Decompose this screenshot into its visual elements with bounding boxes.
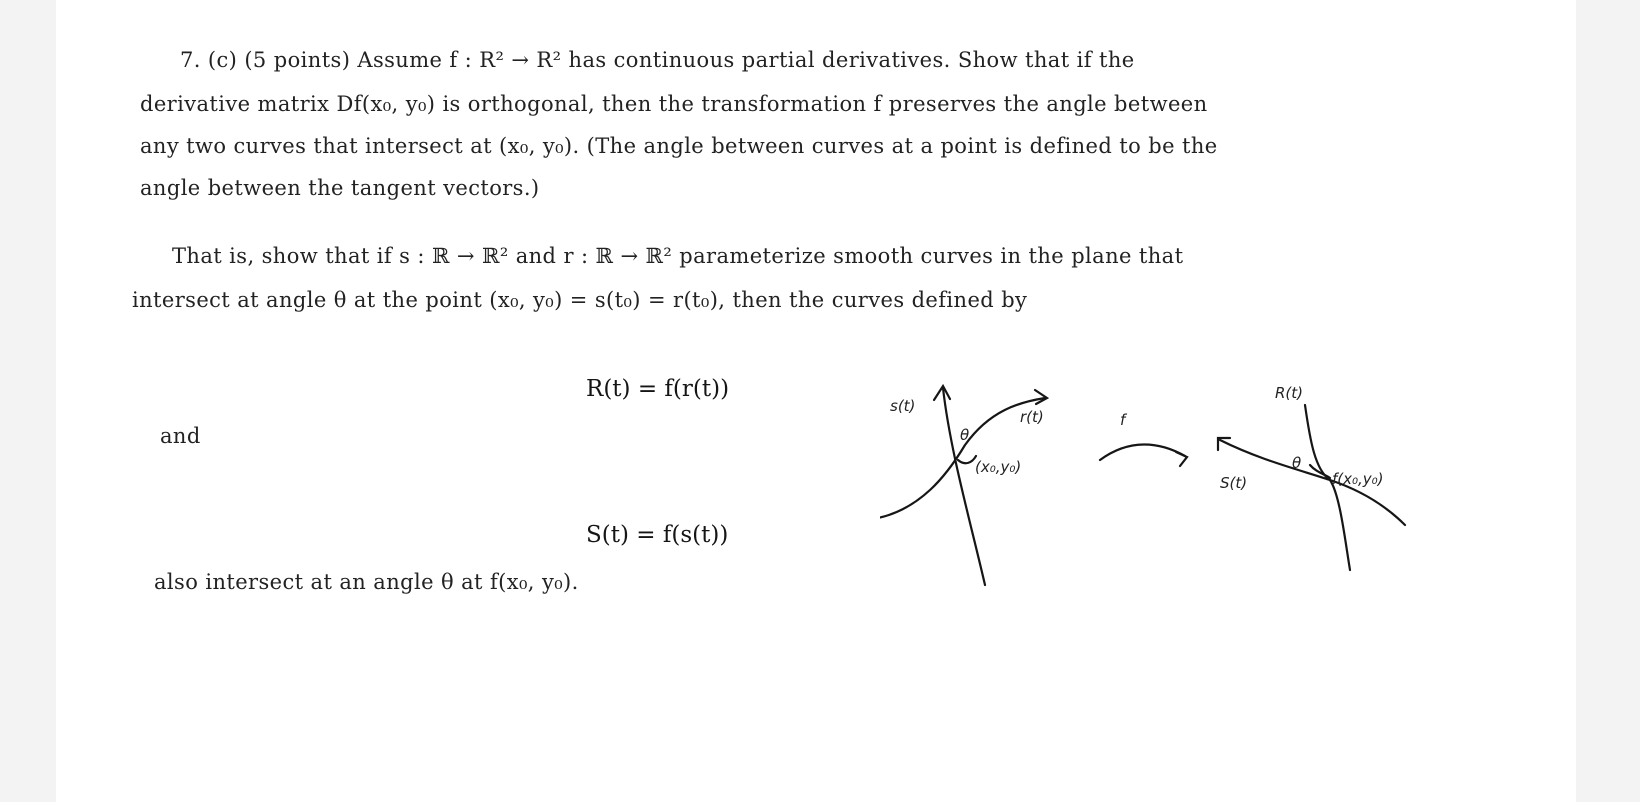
restatement-line-1: That is, show that if s : ℝ → ℝ² and r : ℝ → ℝ² parameterize smooth curves in the plane that xyxy=(172,244,1184,268)
arrow-head-r xyxy=(1035,390,1047,404)
problem-line-2: derivative matrix Df(x₀, y₀) is orthogonal, then the transformation f preserves the angle between xyxy=(140,92,1208,116)
label-theta-left: θ xyxy=(960,426,970,444)
equation-R: R(t) = f(r(t)) xyxy=(586,376,730,402)
label-s-t: s(t) xyxy=(890,397,916,415)
connector-and: and xyxy=(160,424,201,448)
problem-line-3: any two curves that intersect at (x₀, y₀). (The angle between curves at a point is defined to be the xyxy=(140,134,1218,158)
label-point-left: (x₀,y₀) xyxy=(975,458,1022,476)
label-f: f xyxy=(1120,411,1126,429)
problem-line-1: 7. (c) (5 points) Assume f : R² → R² has continuous partial derivatives. Show that if the xyxy=(180,48,1135,72)
label-point-right: f(x₀,y₀) xyxy=(1332,470,1384,488)
angle-arc-left xyxy=(958,456,976,463)
curve-sketch xyxy=(880,380,1500,610)
curve-s-left xyxy=(943,388,985,585)
restatement-line-2: intersect at angle θ at the point (x₀, y₀) = s(t₀) = r(t₀), then the curves defined by xyxy=(132,288,1028,312)
label-r-t: r(t) xyxy=(1020,408,1044,426)
map-arrow xyxy=(1100,445,1185,461)
arrow-head-s xyxy=(934,386,950,400)
label-R-t: R(t) xyxy=(1275,384,1304,402)
conclusion-line: also intersect at an angle θ at f(x₀, y₀). xyxy=(154,570,579,594)
equation-S: S(t) = f(s(t)) xyxy=(586,522,729,548)
label-theta-right: θ xyxy=(1292,454,1302,472)
problem-line-4: angle between the tangent vectors.) xyxy=(140,176,540,200)
map-arrow-head xyxy=(1176,452,1187,466)
label-S-t: S(t) xyxy=(1220,474,1248,492)
